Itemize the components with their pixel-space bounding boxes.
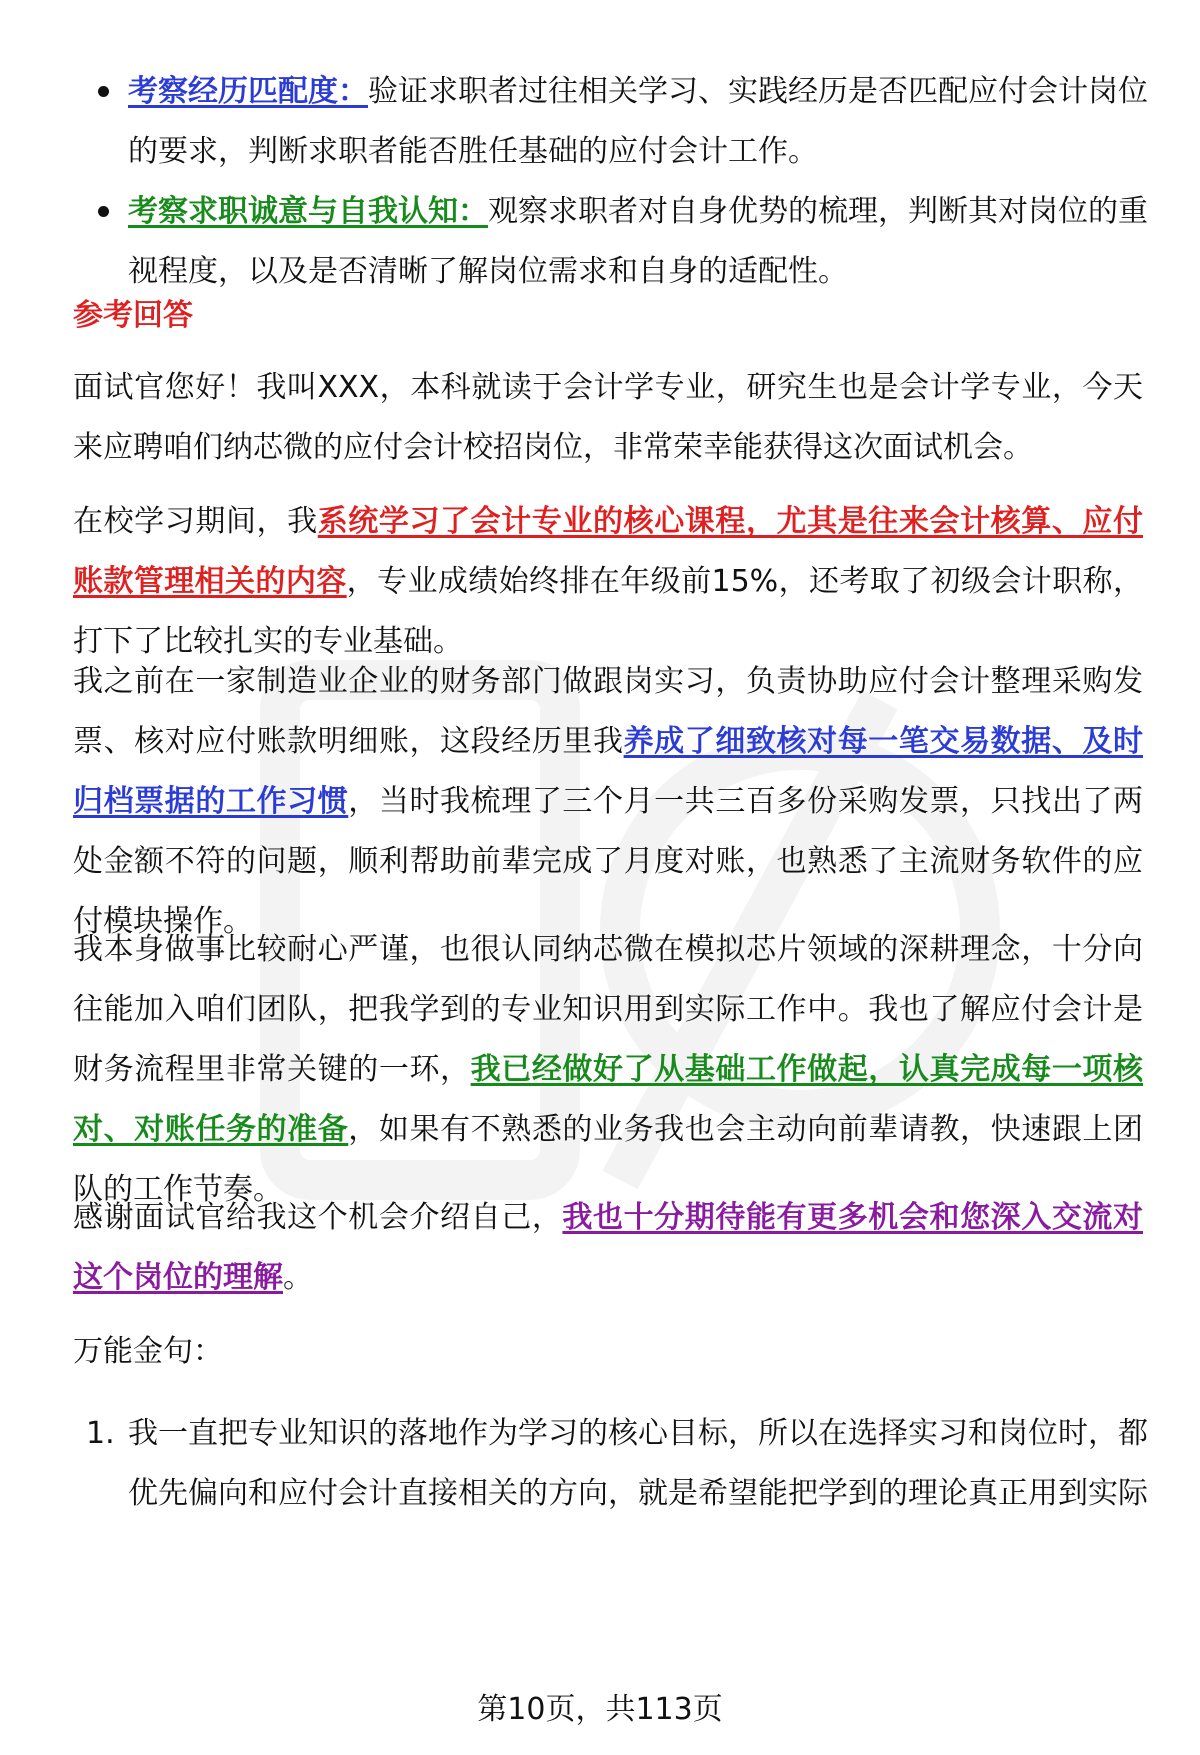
paragraph-text: 。: [283, 1260, 313, 1295]
paragraph-text: 我本身做事比较耐心严谨，也很认同纳芯微在模拟芯片领域的深耕理念，十分向往能加入咱们团队，把我学到的专业知识用到实际工作中。我也了解应付会计是财务流程里非常关键的一环，: [73, 932, 1143, 1087]
paragraph-text: ，当时我梳理了三个月一共三百多份采购发票，只找出了两处金额不符的问题，顺利帮助前辈完成了月度对账，也熟悉了主流财务软件的应付模块操作。: [73, 784, 1144, 939]
highlight-text: 养成了细致核对每一笔交易数据、及时归档票据的工作习惯: [73, 724, 1144, 819]
motivation-paragraph: [73, 920, 1143, 1220]
golden-sentences-title: 万能金句：: [73, 1334, 223, 1369]
bullet-text: 观察求职者对自身优势的梳理，判断其对岗位的重视程度，以及是否清晰了解岗位需求和自身的适配性。: [128, 194, 1148, 289]
paragraph-text: ，如果有不熟悉的业务我也会主动向前辈请教，快速跟上团队的工作节奏。: [73, 1112, 1144, 1207]
bullet-dot-icon: [98, 86, 109, 97]
internship-paragraph: [73, 652, 1143, 952]
list-number: 1.: [86, 1416, 115, 1451]
paragraph-text: 我之前在一家制造业企业的财务部门做跟岗实习，负责协助应付会计整理采购发票、核对应付账款明细账，这段经历里我: [73, 664, 1143, 759]
list-item: [80, 1404, 1150, 1524]
highlight-text: 系统学习了会计专业的核心课程，尤其是往来会计核算、应付账款管理相关的内容: [73, 504, 1144, 599]
paragraph-text: ，专业成绩始终排在年级前15%，还考取了初级会计职称，打下了比较扎实的专业基础。: [73, 564, 1144, 659]
paragraph-text: 在校学习期间，我: [73, 504, 318, 539]
list-item-text: 我一直把专业知识的落地作为学习的核心目标，所以在选择实习和岗位时，都优先偏向和应付会计直接相关的方向，就是希望能把学到的理论真正用到实际: [128, 1416, 1148, 1511]
intro-paragraph: 面试官您好！我叫XXX，本科就读于会计学专业，研究生也是会计学专业，今天来应聘咱们纳芯微的应付会计校招岗位，非常荣幸能获得这次面试机会。: [73, 370, 1143, 465]
page-footer: 第10页，共113页: [477, 1692, 723, 1727]
bullet-text: 验证求职者过往相关学习、实践经历是否匹配应付会计岗位的要求，判断求职者能否胜任基础的应付会计工作。: [128, 74, 1148, 169]
bullet-label: 考察求职诚意与自我认知：: [128, 194, 488, 229]
closing-paragraph: [73, 1188, 1143, 1308]
bullet-dot-icon: [98, 206, 109, 217]
highlight-text: 我已经做好了从基础工作做起，认真完成每一项核对、对账任务的准备: [73, 1052, 1144, 1147]
highlight-text: 我也十分期待能有更多机会和您深入交流对这个岗位的理解: [73, 1200, 1144, 1295]
bullet-item-sincerity: [80, 182, 1150, 302]
bullet-label: 考察经历匹配度：: [128, 74, 368, 109]
golden-sentences-list: [80, 1404, 1150, 1524]
paragraph-text: 感谢面试官给我这个机会介绍自己，: [73, 1200, 563, 1235]
study-paragraph: [73, 492, 1143, 672]
section-title: 参考回答: [73, 298, 193, 333]
assessment-bullet-list: [80, 62, 1150, 302]
bullet-item-experience: [80, 62, 1150, 182]
